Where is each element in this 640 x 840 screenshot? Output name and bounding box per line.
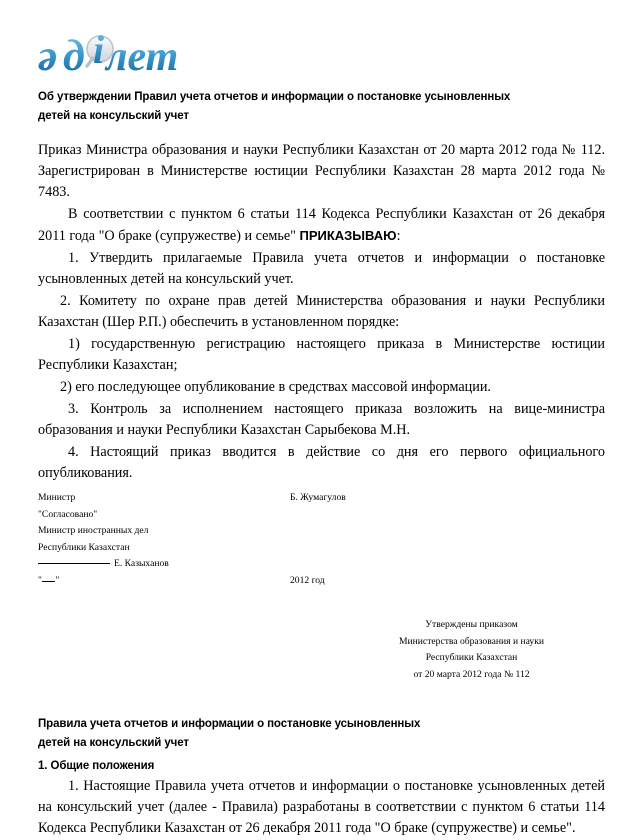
svg-text:i: i bbox=[93, 30, 105, 72]
basis-text-after: : bbox=[396, 228, 401, 244]
signature-row-republic bbox=[38, 540, 605, 557]
approval-block bbox=[338, 617, 605, 683]
minister-label: Министр bbox=[38, 492, 76, 503]
foreign-minister-name: Е. Казыханов bbox=[114, 558, 169, 569]
preamble-paragraph: Приказ Министра образования и науки Республики Казахстан от 20 марта 2012 года № 112. Зарегистрирован в Министерстве юстиции Республики Казахстан 28 марта 2012 года № 7483. bbox=[38, 142, 605, 200]
order-item-2-sub-1: 1) государственную регистрацию настоящего приказа в Министерстве юстиции Республики Казахстан; bbox=[38, 336, 605, 373]
site-logo[interactable] bbox=[38, 30, 198, 82]
svg-text:ә: ә bbox=[38, 31, 58, 80]
page-title-line-2: детей на консульский учет bbox=[38, 110, 189, 122]
date-year: 2012 год bbox=[290, 574, 325, 586]
order-item-3: 3. Контроль за исполнением настоящего приказа возложить на вице-министра образования и науки Республики Казахстан Сарыбекова М.Н. bbox=[38, 401, 605, 438]
order-item-2: 2. Комитету по охране прав детей Министерства образования и науки Республики Казахстан (Шер Р.П.) обеспечить в установленном порядке: bbox=[38, 293, 605, 330]
order-item-4: 4. Настоящий приказ вводится в действие со дня его первого официального опубликования. bbox=[38, 444, 605, 481]
signature-row-minister bbox=[38, 490, 605, 507]
signature-line bbox=[38, 563, 110, 564]
order-item-2-sub-2: 2) его последующее опубликование в средствах массовой информации. bbox=[60, 379, 491, 395]
agreed-label: "Согласовано" bbox=[38, 508, 98, 520]
order-keyword: ПРИКАЗЫВАЮ bbox=[299, 228, 397, 243]
foreign-minister-republic: Республики Казахстан bbox=[38, 541, 130, 553]
rules-heading-line-1: Правила учета отчетов и информации о постановке усыновленных bbox=[38, 718, 421, 730]
date-day-quote-close: " bbox=[55, 574, 60, 586]
signature-row-foreign-minister bbox=[38, 523, 605, 540]
approval-line-3: Республики Казахстан bbox=[425, 652, 518, 663]
page-title bbox=[38, 88, 605, 126]
minister-name: Б. Жумагулов bbox=[290, 492, 346, 503]
svg-text:лет: лет bbox=[106, 34, 179, 80]
date-day-blank bbox=[42, 581, 55, 582]
foreign-minister-title: Министр иностранных дел bbox=[38, 525, 149, 536]
signature-block bbox=[38, 490, 605, 589]
rules-heading-line-2: детей на консульский учет bbox=[38, 737, 189, 749]
rules-heading bbox=[38, 715, 605, 776]
approval-line-2: Министерства образования и науки bbox=[399, 635, 544, 647]
section-1-heading: 1. Общие положения bbox=[38, 760, 155, 772]
document-content bbox=[38, 88, 605, 840]
approval-line-1: Утверждены приказом bbox=[425, 619, 518, 630]
approval-line-4: от 20 марта 2012 года № 112 bbox=[413, 668, 530, 680]
date-day-quote-open: " bbox=[38, 574, 43, 586]
page-title-line-1: Об утверждении Правил учета отчетов и информации о постановке усыновленных bbox=[38, 91, 511, 103]
basis-paragraph bbox=[38, 204, 605, 247]
signature-row-name-rule bbox=[38, 556, 605, 573]
signature-row-date bbox=[38, 573, 605, 590]
svg-text:д: д bbox=[63, 31, 85, 80]
order-item-1: 1. Утвердить прилагаемые Правила учета отчетов и информации о постановке усыновленных детей на консульский учет. bbox=[38, 250, 605, 287]
signature-row-agreed bbox=[38, 507, 605, 524]
adilet-logo-icon bbox=[38, 30, 198, 82]
section-1-paragraph-1: 1. Настоящие Правила учета отчетов и информации о постановке усыновленных детей на консульский учет (далее - Правила) разработаны в соответствии с пунктом 6 статьи 114 Кодекса Республики Казахстан от 26 декабря 2011 года "О браке (супружестве) и семье". bbox=[38, 778, 605, 836]
basis-text-before: В соответствии с пунктом 6 статьи 114 Кодекса Республики Казахстан от 26 декабря 2011 года "О браке (супружестве) и семье" bbox=[38, 206, 605, 244]
